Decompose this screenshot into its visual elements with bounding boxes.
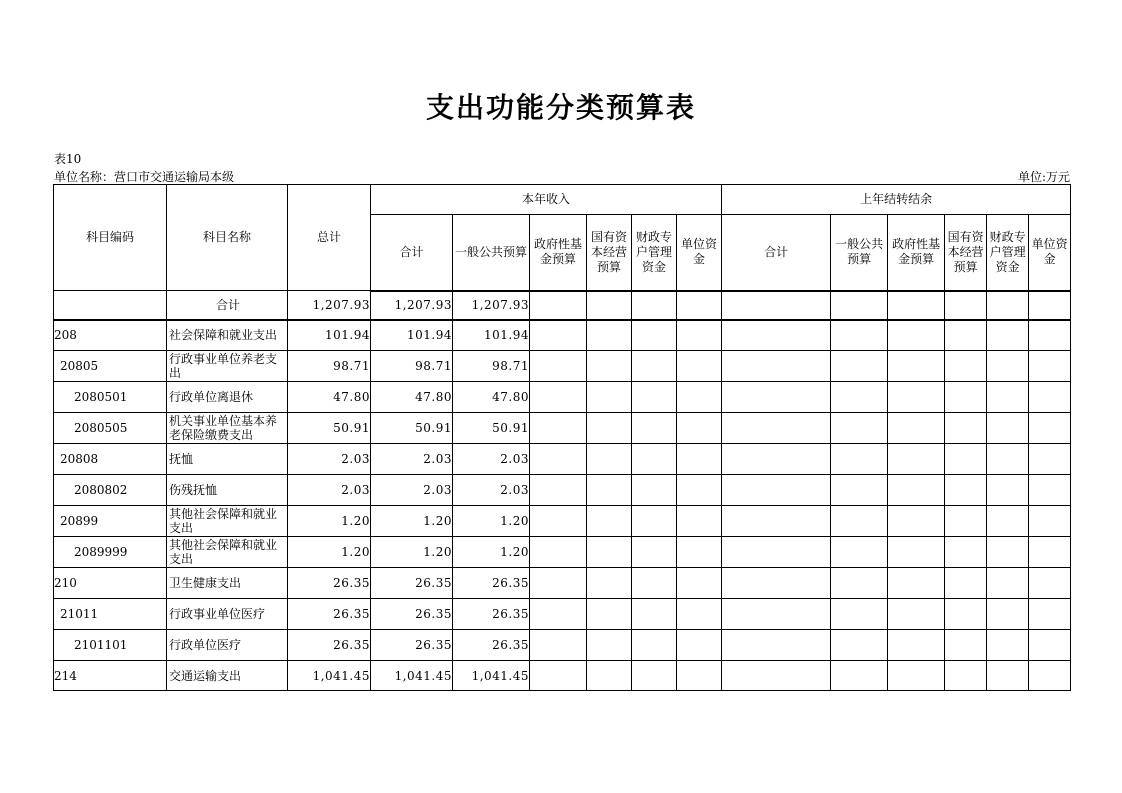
- cell-cy-general: 2.03: [453, 444, 530, 475]
- table-row: [54, 537, 1071, 568]
- cell-cy-general: 1.20: [453, 506, 530, 537]
- table-row: [54, 413, 1071, 444]
- cell-cy-sum: 1,041.45: [371, 661, 453, 691]
- unit-label: 单位:万元: [1017, 170, 1070, 184]
- cell-code: 2101101: [54, 630, 167, 661]
- table-row: [54, 444, 1071, 475]
- header-co-unit: 单位资金: [1029, 215, 1071, 291]
- cell-cy-general: 47.80: [453, 382, 530, 413]
- cell-code: 20805: [54, 351, 167, 382]
- cell-cy-sum: 98.71: [371, 351, 453, 382]
- page-title: 支出功能分类预算表: [425, 91, 696, 124]
- cell-total: 26.35: [288, 630, 371, 661]
- cell-code: 208: [54, 320, 167, 351]
- header-current-year: 本年收入: [371, 185, 722, 215]
- cell-name: 机关事业单位基本养老保险缴费支出: [167, 413, 288, 444]
- cell-cy-general: 98.71: [453, 351, 530, 382]
- cell-name: 行政事业单位医疗: [167, 599, 288, 630]
- cell-name: 交通运输支出: [167, 661, 288, 691]
- header-name: 科目名称: [167, 185, 288, 291]
- cell-cy-general: 2.03: [453, 475, 530, 506]
- cell-total: 101.94: [288, 320, 371, 351]
- cell-cy-sum: 50.91: [371, 413, 453, 444]
- header-code: 科目编码: [54, 185, 167, 291]
- table-row: [54, 320, 1071, 351]
- cell-name: 合计: [167, 291, 288, 320]
- cell-code: 210: [54, 568, 167, 599]
- cell-code: 2080802: [54, 475, 167, 506]
- table-row: [54, 568, 1071, 599]
- header-cy-sum: 合计: [371, 215, 453, 291]
- cell-code: 20899: [54, 506, 167, 537]
- cell-total: 1.20: [288, 506, 371, 537]
- cell-name: 行政单位医疗: [167, 630, 288, 661]
- cell-total: 1,041.45: [288, 661, 371, 691]
- header-cy-general: 一般公共预算: [453, 215, 530, 291]
- cell-cy-sum: 101.94: [371, 320, 453, 351]
- cell-code: [54, 291, 167, 320]
- cell-code: 2080501: [54, 382, 167, 413]
- cell-cy-sum: 1,207.93: [371, 291, 453, 320]
- cell-code: 21011: [54, 599, 167, 630]
- cell-name: 其他社会保障和就业支出: [167, 537, 288, 568]
- cell-name: 行政单位离退休: [167, 382, 288, 413]
- header-row-1: [54, 185, 1071, 215]
- cell-name: 其他社会保障和就业支出: [167, 506, 288, 537]
- cell-name: 伤残抚恤: [167, 475, 288, 506]
- cell-cy-sum: 47.80: [371, 382, 453, 413]
- cell-total: 98.71: [288, 351, 371, 382]
- budget-table: [53, 184, 1071, 691]
- table-row: [54, 382, 1071, 413]
- cell-cy-sum: 26.35: [371, 599, 453, 630]
- cell-total: 1,207.93: [288, 291, 371, 320]
- cell-cy-sum: 2.03: [371, 475, 453, 506]
- cell-cy-general: 26.35: [453, 630, 530, 661]
- table-number: 表10: [54, 152, 82, 166]
- header-co-fiscal-special: 财政专户管理资金: [987, 215, 1029, 291]
- header-carryover: 上年结转结余: [722, 185, 1071, 215]
- cell-name: 卫生健康支出: [167, 568, 288, 599]
- cell-name: 行政事业单位养老支出: [167, 351, 288, 382]
- cell-cy-sum: 1.20: [371, 506, 453, 537]
- table-row: [54, 351, 1071, 382]
- cell-code: 2080505: [54, 413, 167, 444]
- header-cy-fund: 政府性基金预算: [530, 215, 587, 291]
- header-cy-unit: 单位资金: [677, 215, 722, 291]
- header-cy-state-capital: 国有资本经营预算: [587, 215, 632, 291]
- cell-cy-sum: 1.20: [371, 537, 453, 568]
- cell-name: 社会保障和就业支出: [167, 320, 288, 351]
- cell-total: 2.03: [288, 444, 371, 475]
- cell-cy-general: 101.94: [453, 320, 530, 351]
- header-co-state-capital: 国有资本经营预算: [945, 215, 987, 291]
- cell-total: 26.35: [288, 568, 371, 599]
- cell-total: 50.91: [288, 413, 371, 444]
- table-row: [54, 630, 1071, 661]
- table-row: [54, 661, 1071, 691]
- cell-cy-sum: 26.35: [371, 568, 453, 599]
- cell-cy-general: 26.35: [453, 568, 530, 599]
- cell-total: 26.35: [288, 599, 371, 630]
- cell-total: 2.03: [288, 475, 371, 506]
- header-co-sum: 合计: [722, 215, 831, 291]
- table-row: [54, 599, 1071, 630]
- cell-code: 20808: [54, 444, 167, 475]
- cell-cy-general: 50.91: [453, 413, 530, 444]
- header-co-general: 一般公共预算: [831, 215, 888, 291]
- cell-total: 47.80: [288, 382, 371, 413]
- cell-cy-sum: 2.03: [371, 444, 453, 475]
- header-total: 总计: [288, 185, 371, 291]
- cell-cy-general: 1,207.93: [453, 291, 530, 320]
- table-row: [54, 506, 1071, 537]
- cell-cy-general: 1,041.45: [453, 661, 530, 691]
- unit-name: 单位名称：营口市交通运输局本级: [54, 170, 235, 184]
- header-co-fund: 政府性基金预算: [888, 215, 945, 291]
- cell-cy-general: 1.20: [453, 537, 530, 568]
- table-row: [54, 475, 1071, 506]
- table-row: [54, 291, 1071, 320]
- cell-total: 1.20: [288, 537, 371, 568]
- cell-code: 2089999: [54, 537, 167, 568]
- cell-code: 214: [54, 661, 167, 691]
- cell-cy-general: 26.35: [453, 599, 530, 630]
- cell-cy-sum: 26.35: [371, 630, 453, 661]
- header-cy-fiscal-special: 财政专户管理资金: [632, 215, 677, 291]
- cell-name: 抚恤: [167, 444, 288, 475]
